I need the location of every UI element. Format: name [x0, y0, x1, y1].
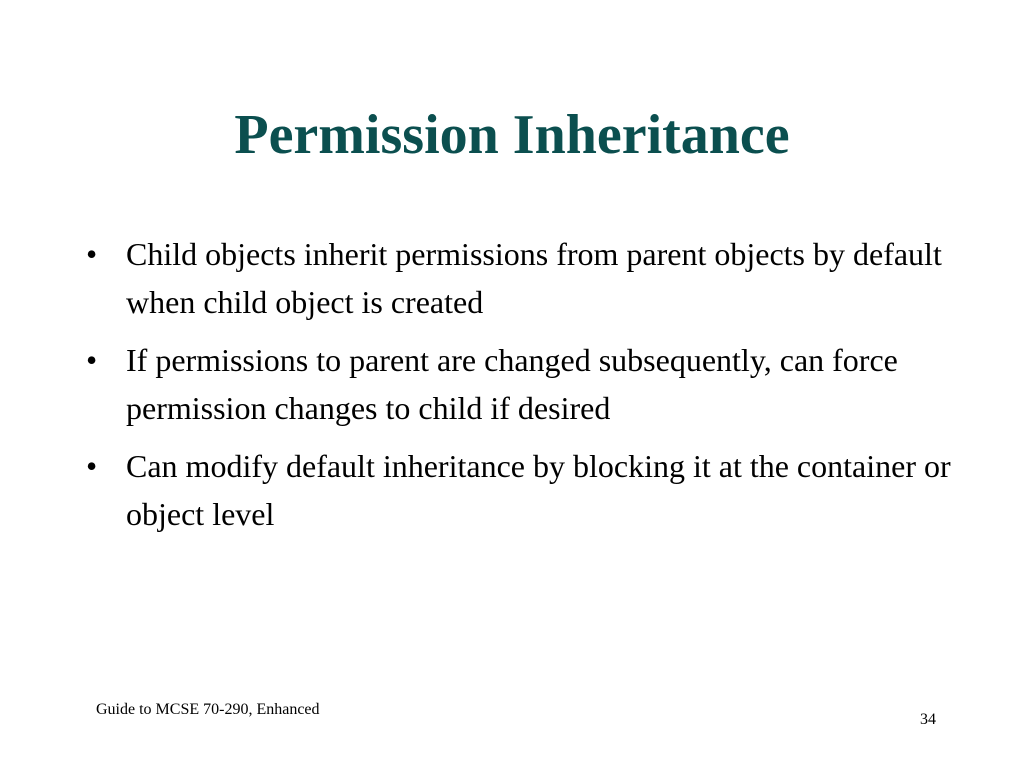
bullet-item	[86, 230, 966, 326]
bullet-icon: •	[86, 236, 98, 272]
slide-title: Permission Inheritance	[234, 104, 790, 166]
bullet-item	[86, 336, 966, 432]
bullet-text: If permissions to parent are changed subsequently, can force permission changes to child if desired	[126, 342, 898, 426]
bullet-icon: •	[86, 342, 98, 378]
bullet-item	[86, 442, 966, 538]
bullet-text: Child objects inherit permissions from parent objects by default when child object is created	[126, 236, 942, 320]
bullet-list	[86, 230, 966, 548]
bullet-text: Can modify default inheritance by blocking it at the container or object level	[126, 448, 951, 532]
footer-course-title: Guide to MCSE 70-290, Enhanced	[96, 701, 320, 718]
bullet-icon: •	[86, 448, 98, 484]
page-number: 34	[920, 711, 936, 728]
